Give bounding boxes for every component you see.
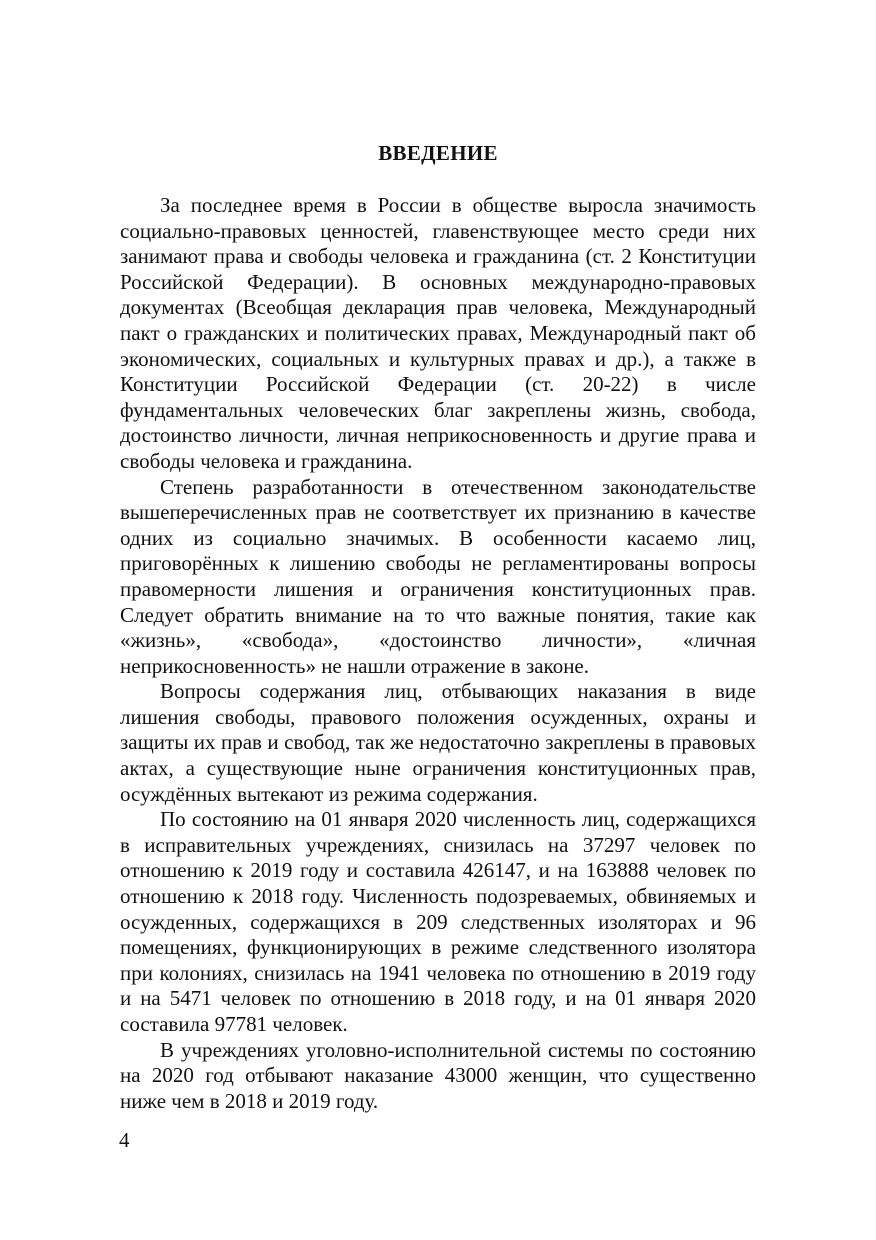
paragraph: В учреждениях уголовно-исполнительной системы по состоянию на 2020 год отбывают наказание 43000 женщин, что существенно ниже чем в 2018 и 2019 году.	[120, 1037, 756, 1113]
paragraph: Вопросы содержания лиц, отбывающих наказания в виде лишения свободы, правового положения осужденных, охраны и защиты их прав и свобод, так же недостаточно закреплены в правовых актах, а существующие ныне ограничения конституционных прав, осуждённых вытекают из режима содержания.	[120, 679, 756, 806]
paragraph: По состоянию на 01 января 2020 численность лиц, содержащихся в исправительных учреждениях, снизилась на 37297 человек по отношению к 2019 году и составила 426147, и на 163888 человек по отношению к 2018 году. Численность подозреваемых, обвиняемых и осужденных, содержащихся в 209 следственных изоляторах и 96 помещениях, функционирующих в режиме следственного изолятора при колониях, снизилась на 1941 человека по отношению в 2019 году и на 5471 человек по отношению в 2018 году, и на 01 января 2020 составила 97781 человек.	[120, 807, 756, 1036]
body-text	[120, 193, 756, 1114]
paragraph: За последнее время в России в обществе выросла значимость социально-правовых ценностей, главенствующее место среди них занимают права и свободы человека и гражданина (ст. 2 Конституции Российской Федерации). В основных международно-правовых документах (Всеобщая декларация прав человека, Международный пакт о гражданских и политических правах, Международный пакт об экономических, социальных и культурных правах и др.), а также в Конституции Российской Федерации (ст. 20-22) в числе фундаментальных человеческих благ закреплены жизнь, свобода, достоинство личности, личная неприкосновенность и другие права и свободы человека и гражданина.	[120, 193, 756, 473]
paragraph: Степень разработанности в отечественном законодательстве вышеперечисленных прав не соответствует их признанию в качестве одних из социально значимых. В особенности касаемо лиц, приговорённых к лишению свободы не регламентированы вопросы правомерности лишения и ограничения конституционных прав. Следует обратить внимание на то что важные понятия, такие как «жизнь», «свобода», «достоинство личности», «личная неприкосновенность» не нашли отражение в законе.	[120, 474, 756, 678]
section-heading: ВВЕДЕНИЕ	[378, 141, 498, 165]
page-number: 4	[119, 1128, 130, 1152]
